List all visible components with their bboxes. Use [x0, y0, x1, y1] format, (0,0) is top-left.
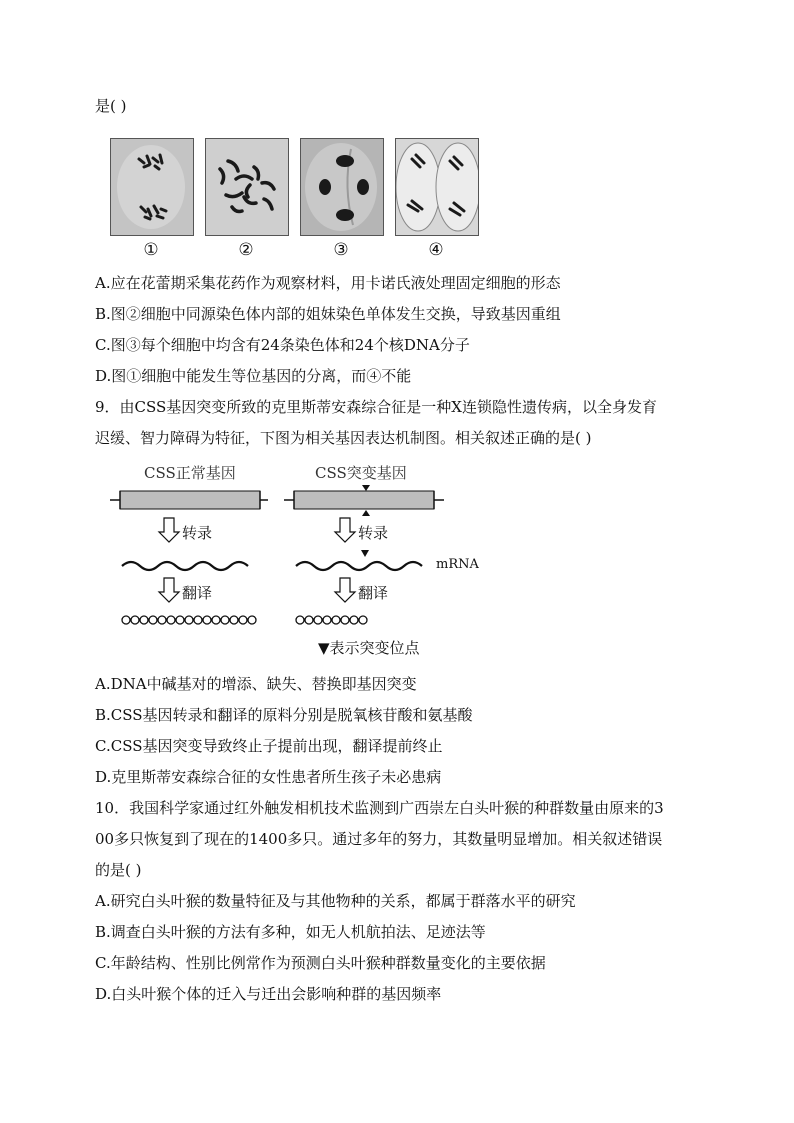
transcription-label-mutant: 转录 — [358, 524, 389, 542]
micrograph-2 — [205, 138, 289, 236]
q8-option-b: B.图②细胞中同源染色体内部的姐妹染色单体发生交换，导致基因重组 — [95, 305, 561, 323]
gene-expression-diagram — [110, 460, 510, 660]
q9-option-c: C.CSS基因突变导致终止子提前出现，翻译提前终止 — [95, 737, 443, 755]
micrograph-label-4: ④ — [428, 240, 444, 260]
q10-stem-line2: 00多只恢复到了现在的1400多只。通过多年的努力，其数量明显增加。相关叙述错误 — [95, 830, 663, 848]
q10-stem-line1: 10．我国科学家通过红外触发相机技术监测到广西崇左白头叶猴的种群数量由原来的3 — [95, 799, 664, 817]
q9-stem-line2: 迟缓、智力障碍为特征，下图为相关基因表达机制图。相关叙述正确的是( ) — [95, 429, 592, 447]
q9-stem-line1: 9．由CSS基因突变所致的克里斯蒂安森综合征是一种X连锁隐性遗传病，以全身发育 — [95, 398, 657, 416]
q8-option-c: C.图③每个细胞中均含有24条染色体和24个核DNA分子 — [95, 336, 470, 354]
micrograph-1 — [110, 138, 194, 236]
q9-option-d: D.克里斯蒂安森综合征的女性患者所生孩子未必患病 — [95, 768, 442, 786]
mutation-site-legend: ▼表示突变位点 — [318, 639, 420, 657]
q8-option-a: A.应在花蕾期采集花药作为观察材料，用卡诺氏液处理固定细胞的形态 — [95, 274, 561, 292]
q8-option-d: D.图①细胞中能发生等位基因的分离，而④不能 — [95, 367, 412, 385]
q9-option-b: B.CSS基因转录和翻译的原料分别是脱氧核苷酸和氨基酸 — [95, 706, 473, 724]
transcription-label-normal: 转录 — [182, 524, 213, 542]
q8-stem-tail: 是( ) — [95, 97, 127, 115]
micrograph-figure — [110, 138, 480, 263]
micrograph-label-3: ③ — [333, 240, 349, 260]
q10-option-b: B.调查白头叶猴的方法有多种，如无人机航拍法、足迹法等 — [95, 923, 486, 941]
q10-option-c: C.年龄结构、性别比例常作为预测白头叶猴种群数量变化的主要依据 — [95, 954, 546, 972]
micrograph-4 — [395, 138, 479, 236]
q10-stem-line3: 的是( ) — [95, 861, 142, 879]
micrograph-label-2: ② — [238, 240, 254, 260]
q10-option-a: A.研究白头叶猴的数量特征及与其他物种的关系，都属于群落水平的研究 — [95, 892, 576, 910]
mrna-label: mRNA — [436, 557, 479, 572]
q10-option-d: D.白头叶猴个体的迁入与迁出会影响种群的基因频率 — [95, 985, 442, 1003]
translation-label-normal: 翻译 — [182, 584, 213, 602]
micrograph-3 — [300, 138, 384, 236]
mutant-gene-label: CSS突变基因 — [315, 464, 407, 482]
translation-label-mutant: 翻译 — [358, 584, 389, 602]
q9-option-a: A.DNA中碱基对的增添、缺失、替换即基因突变 — [95, 675, 417, 693]
micrograph-label-1: ① — [143, 240, 159, 260]
normal-gene-label: CSS正常基因 — [144, 464, 236, 482]
